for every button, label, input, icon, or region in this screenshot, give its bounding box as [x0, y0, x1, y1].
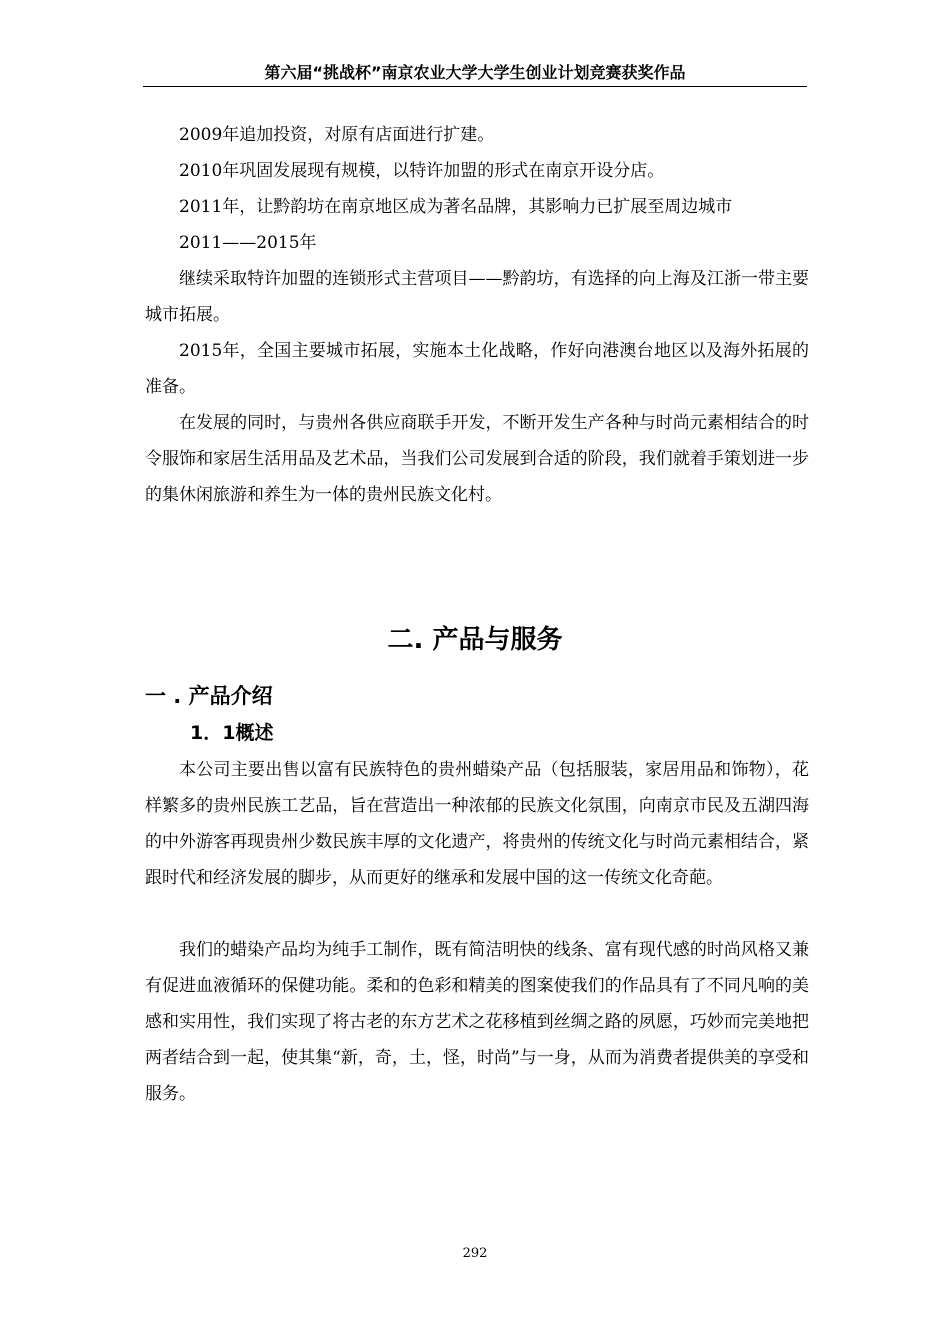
chapter-title: 二. 产品与服务 [387, 625, 563, 655]
paragraph-2015: 2015年，全国主要城市拓展，实施本土化战略，作好向港澳台地区以及海外拓展的准备。 [145, 341, 809, 397]
paragraph-franchise: 继续采取特许加盟的连锁形式主营项目——黔韵坊，有选择的向上海及江浙一带主要城市拓展。 [145, 269, 809, 325]
running-header: 第六届“挑战杯”南京农业大学大学生创业计划竞赛获奖作品 [264, 63, 686, 82]
paragraph-2011: 2011年，让黔韵坊在南京地区成为著名品牌，其影响力已扩展至周边城市 [179, 197, 733, 217]
paragraph-2009: 2009年追加投资，对原有店面进行扩建。 [179, 125, 495, 145]
section-title: 一 . 产品介绍 [145, 684, 273, 708]
page-number: 292 [462, 1246, 488, 1261]
paragraph-2010: 2010年巩固发展现有规模，以特许加盟的形式在南京开设分店。 [179, 161, 665, 181]
paragraph-batik-products: 我们的蜡染产品均为纯手工制作，既有简洁明快的线条、富有现代感的时尚风格又兼有促进血液循环的保健功能。柔和的色彩和精美的图案使我们的作品具有了不同凡响的美感和实用性，我们实现了将古老的东方艺术之花移植到丝绸之路的夙愿，巧妙而完美地把两者结合到一起，使其集“新，奇，土，怪，时尚”与一身，从而为消费者提供美的享受和服务。 [145, 940, 809, 1104]
subsection-title: 1．1概述 [190, 722, 274, 744]
header-divider [143, 86, 807, 87]
paragraph-2011-2015: 2011——2015年 [179, 233, 317, 253]
paragraph-development: 在发展的同时，与贵州各供应商联手开发，不断开发生产各种与时尚元素相结合的时令服饰和家居生活用品及艺术品，当我们公司发展到合适的阶段，我们就着手策划进一步的集休闲旅游和养生为一体的贵州民族文化村。 [145, 413, 809, 505]
paragraph-overview: 本公司主要出售以富有民族特色的贵州蜡染产品（包括服装，家居用品和饰物），花样繁多的贵州民族工艺品，旨在营造出一种浓郁的民族文化氛围，向南京市民及五湖四海的中外游客再现贵州少数民族丰厚的文化遗产，将贵州的传统文化与时尚元素相结合，紧跟时代和经济发展的脚步，从而更好的继承和发展中国的这一传统文化奇葩。 [145, 760, 809, 888]
